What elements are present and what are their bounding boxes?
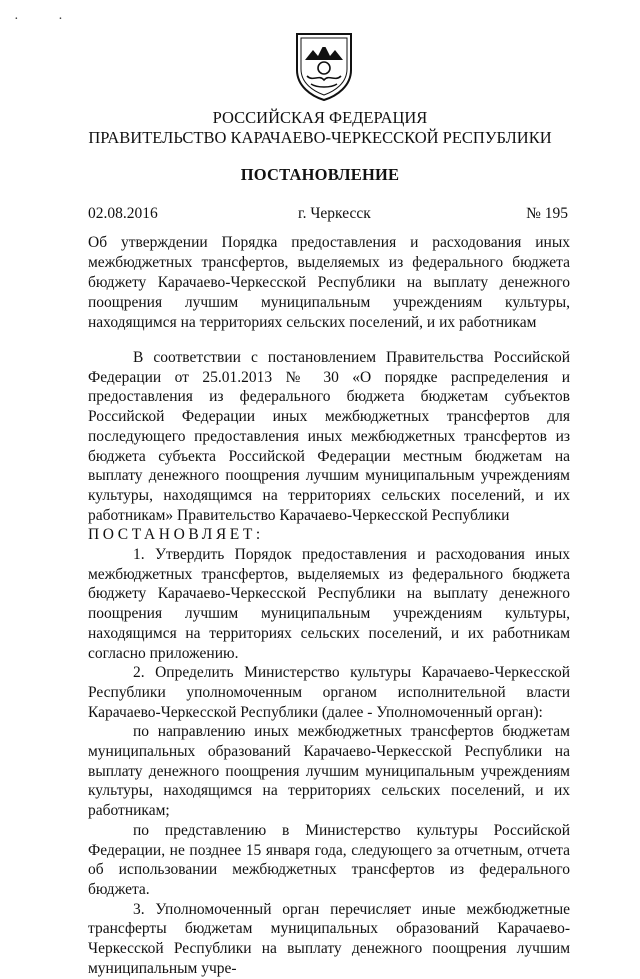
document-subject: Об утверждении Порядка предоставления и расходования иных межбюджетных трансфертов, выделяемых из федерального бюджета бюджету Карачаево-Черкесской Республики на выплату денежного поощрения лучшим муниципальным учреждениям культуры, находящимся на территориях сельских поселений, и их работникам	[88, 234, 570, 331]
document-meta-row	[88, 205, 568, 225]
document-city: г. Черкесск	[298, 205, 371, 222]
document-date: 02.08.2016	[88, 205, 158, 222]
paragraph-item-2b: по представлению в Министерство культуры Российской Федерации, не позднее 15 января года, следующего за отчетным, отчета об использовании межбюджетных трансфертов из федерального бюджета.	[88, 821, 570, 898]
document-body	[88, 348, 570, 979]
scan-marks: · ·	[14, 12, 81, 27]
header-country: РОССИЙСКАЯ ФЕДЕРАЦИЯ	[212, 108, 428, 127]
coat-of-arms-emblem	[293, 30, 355, 102]
paragraph-item-1: 1. Утвердить Порядок предоставления и расходования иных межбюджетных трансфертов, выделяемых из федерального бюджета бюджету Карачаево-Черкесской Республики на выплату денежного поощрения лучшим муниципальным учреждениям культуры, находящимся на территориях сельских поселений, и их работникам согласно приложению.	[88, 546, 570, 662]
document-number: № 195	[526, 205, 568, 222]
preamble-paragraph: В соответствии с постановлением Правительства Российской Федерации от 25.01.2013 № 30 «О порядке распределения и предоставления из федерального бюджета бюджетам субъектов Российской Федерации иных межбюджетных трансфертов для последующего предоставления иных межбюджетных трансфертов из бюджета субъекта Российской Федерации местным бюджетам на выплату денежного поощрения лучшим муниципальным учреждениям культуры, находящимся на территориях сельских поселений, и их работникам» Правительство Карачаево-Черкесской Республики	[88, 349, 570, 524]
paragraph-item-2: 2. Определить Министерство культуры Карачаево-Черкесской Республики уполномоченным органом исполнительной власти Карачаево-Черкесской Республики (далее - Уполномоченный орган):	[88, 664, 570, 721]
paragraph-item-2a: по направлению иных межбюджетных трансфертов бюджетам муниципальных образований Карачаево-Черкесской Республики на выплату денежного поощрения лучшим муниципальным учреждениям культуры, находящимся на территориях сельских поселений, и их работникам;	[88, 723, 570, 820]
resolve-heading: ПОСТАНОВЛЯЕТ:	[88, 526, 264, 544]
header-government: ПРАВИТЕЛЬСТВО КАРАЧАЕВО-ЧЕРКЕССКОЙ РЕСПУБЛИКИ	[88, 128, 552, 147]
document-type-title: ПОСТАНОВЛЕНИЕ	[240, 165, 400, 184]
paragraph-item-3: 3. Уполномоченный орган перечисляет иные межбюджетные трансферты бюджетам муниципальных образований Карачаево-Черкесской Республики на выплату денежного поощрения лучшим муниципальным учре-	[88, 900, 570, 977]
